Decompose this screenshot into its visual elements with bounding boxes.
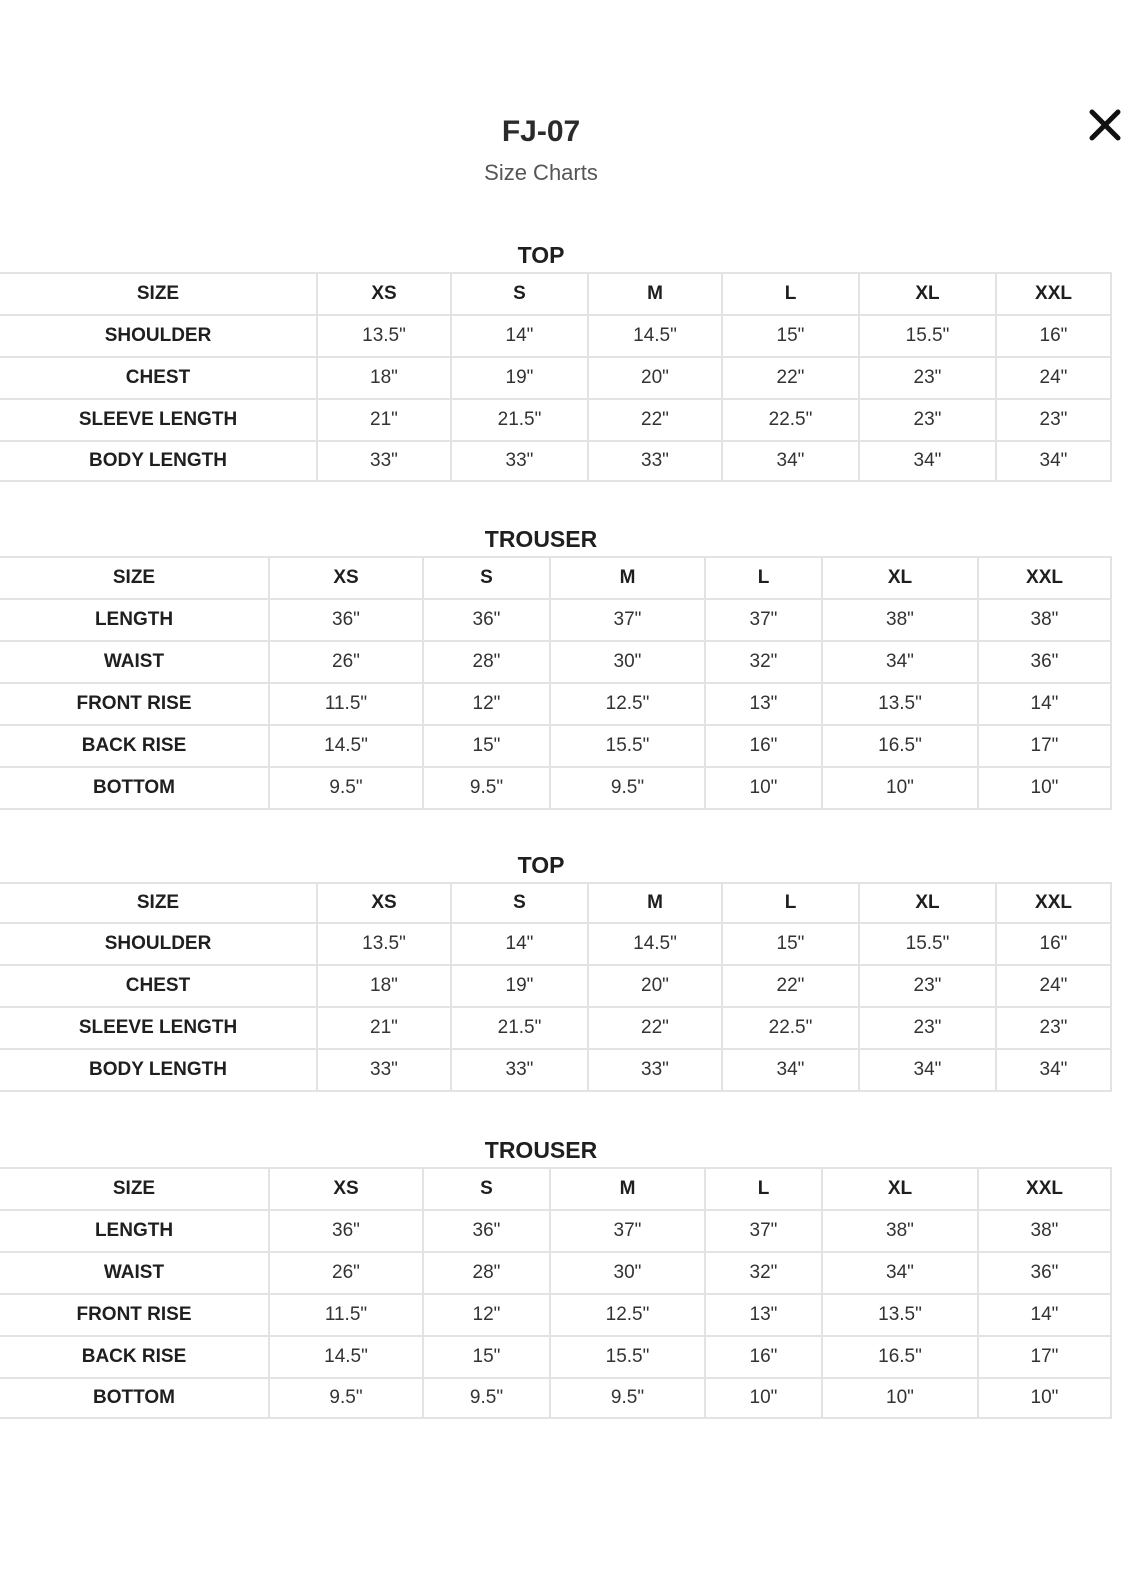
row-label: LENGTH [0,599,269,641]
measurement-cell: 26" [269,1252,423,1294]
size-table [0,1167,1112,1419]
measurement-cell: 14" [978,1294,1111,1336]
measurement-cell: 14.5" [269,1336,423,1378]
column-header-m: M [550,1168,705,1210]
measurement-cell: 37" [550,599,705,641]
table-row [0,683,1111,725]
table-row [0,1007,1111,1049]
measurement-cell: 34" [996,441,1111,481]
table-row [0,725,1111,767]
table-row [0,1210,1111,1252]
measurement-cell: 10" [822,767,978,809]
row-label: BODY LENGTH [0,1049,317,1091]
measurement-cell: 16" [705,1336,822,1378]
measurement-cell: 10" [978,1378,1111,1418]
measurement-cell: 12.5" [550,1294,705,1336]
measurement-cell: 17" [978,1336,1111,1378]
column-header-m: M [588,883,722,923]
column-header-xs: XS [317,883,451,923]
table-row [0,1252,1111,1294]
column-header-l: L [705,1168,822,1210]
measurement-cell: 13.5" [317,315,451,357]
section-title: TROUSER [484,526,598,552]
column-header-xl: XL [822,557,978,599]
column-header-s: S [423,557,550,599]
column-header-s: S [451,273,588,315]
table-header-row [0,557,1111,599]
measurement-cell: 28" [423,1252,550,1294]
measurement-cell: 34" [722,1049,859,1091]
measurement-cell: 28" [423,641,550,683]
table-header-row [0,883,1111,923]
row-label: BACK RISE [0,725,269,767]
measurement-cell: 38" [822,599,978,641]
measurement-cell: 23" [859,965,996,1007]
measurement-cell: 12.5" [550,683,705,725]
measurement-cell: 33" [317,1049,451,1091]
measurement-cell: 30" [550,1252,705,1294]
column-header-size: SIZE [0,883,317,923]
column-header-s: S [451,883,588,923]
column-header-xs: XS [317,273,451,315]
measurement-cell: 33" [317,441,451,481]
measurement-cell: 12" [423,1294,550,1336]
measurement-cell: 13" [705,1294,822,1336]
size-table [0,272,1112,482]
row-label: FRONT RISE [0,683,269,725]
measurement-cell: 18" [317,965,451,1007]
measurement-cell: 30" [550,641,705,683]
row-label: BOTTOM [0,1378,269,1418]
measurement-cell: 19" [451,357,588,399]
row-label: BACK RISE [0,1336,269,1378]
measurement-cell: 38" [978,1210,1111,1252]
measurement-cell: 34" [996,1049,1111,1091]
table-row [0,965,1111,1007]
row-label: SLEEVE LENGTH [0,1007,317,1049]
row-label: WAIST [0,1252,269,1294]
measurement-cell: 15.5" [550,725,705,767]
measurement-cell: 23" [996,399,1111,441]
measurement-cell: 14.5" [269,725,423,767]
column-header-xs: XS [269,557,423,599]
column-header-m: M [588,273,722,315]
column-header-xxl: XXL [996,883,1111,923]
table-row [0,923,1111,965]
measurement-cell: 36" [423,599,550,641]
measurement-cell: 15.5" [859,923,996,965]
row-label: CHEST [0,357,317,399]
table-row [0,1336,1111,1378]
measurement-cell: 15" [423,725,550,767]
measurement-cell: 13.5" [317,923,451,965]
size-table [0,556,1112,810]
measurement-cell: 9.5" [550,1378,705,1418]
measurement-cell: 22.5" [722,1007,859,1049]
measurement-cell: 34" [859,1049,996,1091]
table-row [0,767,1111,809]
measurement-cell: 36" [269,1210,423,1252]
measurement-cell: 36" [423,1210,550,1252]
measurement-cell: 13.5" [822,1294,978,1336]
measurement-cell: 21.5" [451,1007,588,1049]
column-header-l: L [722,273,859,315]
measurement-cell: 15" [423,1336,550,1378]
measurement-cell: 22" [722,965,859,1007]
measurement-cell: 21" [317,399,451,441]
column-header-xl: XL [822,1168,978,1210]
measurement-cell: 20" [588,357,722,399]
measurement-cell: 23" [859,1007,996,1049]
section-title: TROUSER [484,1137,598,1163]
measurement-cell: 17" [978,725,1111,767]
measurement-cell: 10" [978,767,1111,809]
measurement-cell: 12" [423,683,550,725]
measurement-cell: 16.5" [822,725,978,767]
column-header-s: S [423,1168,550,1210]
measurement-cell: 36" [269,599,423,641]
column-header-xl: XL [859,883,996,923]
row-label: BODY LENGTH [0,441,317,481]
measurement-cell: 37" [705,599,822,641]
table-row [0,441,1111,481]
column-header-xxl: XXL [978,1168,1111,1210]
column-header-xs: XS [269,1168,423,1210]
measurement-cell: 9.5" [269,767,423,809]
measurement-cell: 36" [978,1252,1111,1294]
measurement-cell: 38" [822,1210,978,1252]
measurement-cell: 13" [705,683,822,725]
column-header-size: SIZE [0,557,269,599]
page-subtitle: Size Charts [484,160,598,185]
measurement-cell: 19" [451,965,588,1007]
measurement-cell: 21.5" [451,399,588,441]
measurement-cell: 38" [978,599,1111,641]
measurement-cell: 9.5" [550,767,705,809]
table-row [0,399,1111,441]
measurement-cell: 16.5" [822,1336,978,1378]
row-label: LENGTH [0,1210,269,1252]
measurement-cell: 32" [705,641,822,683]
measurement-cell: 23" [859,399,996,441]
row-label: SHOULDER [0,315,317,357]
measurement-cell: 9.5" [423,1378,550,1418]
measurement-cell: 15.5" [859,315,996,357]
column-header-xxl: XXL [996,273,1111,315]
measurement-cell: 10" [822,1378,978,1418]
measurement-cell: 26" [269,641,423,683]
measurement-cell: 34" [822,1252,978,1294]
table-row [0,1378,1111,1418]
measurement-cell: 36" [978,641,1111,683]
measurement-cell: 14.5" [588,315,722,357]
row-label: SLEEVE LENGTH [0,399,317,441]
table-header-row [0,1168,1111,1210]
measurement-cell: 11.5" [269,683,423,725]
measurement-cell: 37" [550,1210,705,1252]
table-row [0,1049,1111,1091]
column-header-size: SIZE [0,1168,269,1210]
size-table [0,882,1112,1092]
page-title: FJ-07 [501,115,581,148]
measurement-cell: 20" [588,965,722,1007]
measurement-cell: 14.5" [588,923,722,965]
measurement-cell: 22" [588,1007,722,1049]
measurement-cell: 15" [722,315,859,357]
measurement-cell: 23" [996,1007,1111,1049]
row-label: WAIST [0,641,269,683]
measurement-cell: 22.5" [722,399,859,441]
row-label: BOTTOM [0,767,269,809]
measurement-cell: 14" [451,315,588,357]
measurement-cell: 13.5" [822,683,978,725]
measurement-cell: 10" [705,1378,822,1418]
measurement-cell: 11.5" [269,1294,423,1336]
close-button[interactable] [1082,100,1130,148]
measurement-cell: 10" [705,767,822,809]
measurement-cell: 34" [722,441,859,481]
measurement-cell: 34" [822,641,978,683]
measurement-cell: 22" [722,357,859,399]
measurement-cell: 15.5" [550,1336,705,1378]
row-label: FRONT RISE [0,1294,269,1336]
table-row [0,599,1111,641]
measurement-cell: 14" [978,683,1111,725]
row-label: CHEST [0,965,317,1007]
measurement-cell: 23" [859,357,996,399]
measurement-cell: 22" [588,399,722,441]
row-label: SHOULDER [0,923,317,965]
measurement-cell: 32" [705,1252,822,1294]
column-header-xl: XL [859,273,996,315]
measurement-cell: 34" [859,441,996,481]
table-row [0,357,1111,399]
table-row [0,641,1111,683]
measurement-cell: 18" [317,357,451,399]
measurement-cell: 24" [996,357,1111,399]
table-row [0,315,1111,357]
section-title: TOP [517,852,565,878]
measurement-cell: 33" [451,441,588,481]
measurement-cell: 37" [705,1210,822,1252]
measurement-cell: 21" [317,1007,451,1049]
measurement-cell: 16" [996,923,1111,965]
measurement-cell: 9.5" [423,767,550,809]
measurement-cell: 16" [705,725,822,767]
table-row [0,1294,1111,1336]
column-header-m: M [550,557,705,599]
measurement-cell: 14" [451,923,588,965]
table-header-row [0,273,1111,315]
measurement-cell: 9.5" [269,1378,423,1418]
measurement-cell: 33" [588,441,722,481]
measurement-cell: 33" [588,1049,722,1091]
column-header-l: L [722,883,859,923]
measurement-cell: 33" [451,1049,588,1091]
measurement-cell: 16" [996,315,1111,357]
measurement-cell: 24" [996,965,1111,1007]
close-icon [1082,100,1130,148]
measurement-cell: 15" [722,923,859,965]
column-header-xxl: XXL [978,557,1111,599]
column-header-l: L [705,557,822,599]
column-header-size: SIZE [0,273,317,315]
section-title: TOP [517,242,565,268]
